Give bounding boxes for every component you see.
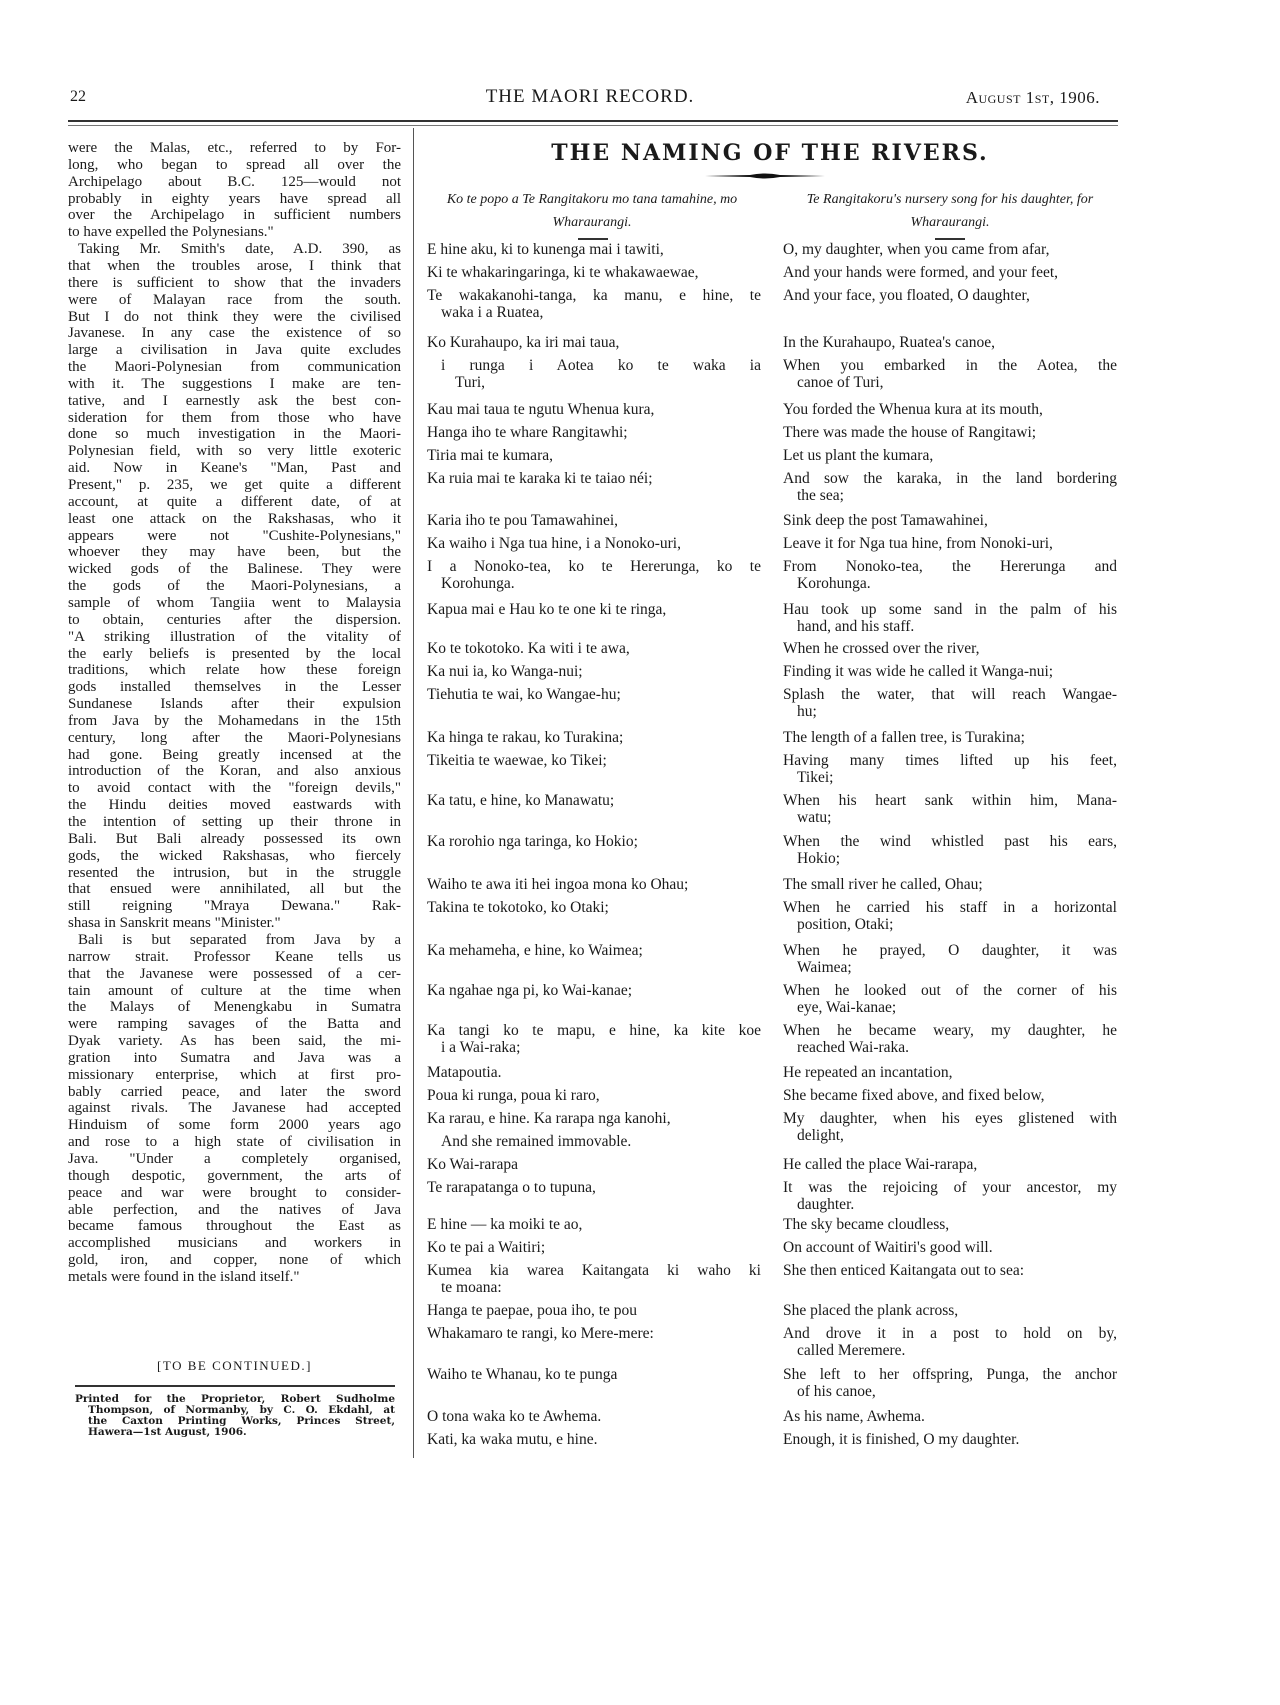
verse-text: He repeated an incantation, — [783, 1064, 953, 1081]
imprint-line: Thompson, of Normanby, by C. O. Ekdahl, at — [88, 1404, 395, 1416]
prose-line: the early beliefs is presented by the local — [68, 645, 401, 662]
verse-text: Tiehutia te wai, ko Wangae-hu; — [427, 686, 621, 703]
verse-text: Te rarapatanga o to tupuna, — [427, 1179, 596, 1196]
poem-title: THE NAMING OF THE RIVERS. — [551, 140, 989, 166]
english-line — [783, 558, 1117, 592]
verse-text: When he looked out of the corner of his — [783, 982, 1117, 999]
verse-text: She placed the plank across, — [783, 1302, 959, 1319]
prose-line: appears were not "Cushite-Polynesians," — [68, 527, 401, 544]
maori-line — [427, 1022, 761, 1056]
english-line — [783, 1110, 1117, 1144]
verse-text: Hanga iho te whare Rangitawhi; — [427, 424, 628, 441]
maori-line — [427, 982, 761, 999]
prose-line: to have expelled the Polynesians." — [68, 224, 274, 241]
maori-line — [427, 1262, 761, 1296]
english-line — [783, 899, 1117, 933]
verse-text: My daughter, when his eyes glistened with — [783, 1110, 1117, 1127]
prose-line: Archipelago about B.C. 125—would not — [68, 173, 401, 190]
english-line — [783, 447, 1117, 464]
verse-continuation: canoe of Turi, — [797, 374, 884, 391]
prose-line: to avoid contact with the "foreign devils," — [68, 780, 401, 797]
prose-line: the Malays of Menengkabu in Sumatra — [68, 999, 401, 1016]
prose-line: sideration for them from those who have — [68, 409, 401, 426]
prose-line: tative, and I earnestly ask the best con- — [68, 392, 401, 409]
maori-line — [427, 424, 761, 441]
maori-line — [427, 899, 761, 916]
verse-text: In the Kurahaupo, Ruatea's canoe, — [783, 334, 995, 351]
prose-line: least one attack on the Rakshasas, who it — [68, 510, 401, 527]
verse-text: Kumea kia warea Kaitangata ki waho ki — [427, 1262, 761, 1279]
verse-text: She became fixed above, and fixed below, — [783, 1087, 1045, 1104]
prose-line: were of Malayan race from the south. — [68, 291, 401, 308]
verse-text: Splash the water, that will reach Wangae- — [783, 686, 1117, 703]
prose-line: century, long after the Maori-Polynesians — [68, 729, 401, 746]
english-line — [783, 1087, 1117, 1104]
verse-text: She left to her offspring, Punga, the anchor — [783, 1366, 1117, 1383]
verse-text: Ka ngahae nga pi, ko Wai-kanae; — [427, 982, 633, 999]
maori-line — [427, 729, 761, 746]
verse-text: When he became weary, my daughter, he — [783, 1022, 1117, 1039]
prose-line: though despotic, government, the arts of — [68, 1167, 401, 1184]
maori-line — [427, 1087, 761, 1104]
prose-line: Dyak variety. As has been said, the mi- — [68, 1033, 401, 1050]
english-line — [783, 287, 1117, 304]
maori-line — [427, 1064, 761, 1081]
to-be-continued: [TO BE CONTINUED.] — [157, 1358, 312, 1373]
verse-text: You forded the Whenua kura at its mouth, — [783, 401, 1043, 418]
maori-line — [427, 833, 761, 850]
prose-line: account, at quite a different date, of at — [68, 493, 401, 510]
verse-continuation: watu; — [797, 809, 832, 826]
prose-line: over the Archipelago in sufficient numbers — [68, 207, 401, 224]
prose-line: Present," p. 235, we get quite a different — [68, 477, 401, 493]
verse-text: And she remained immovable. — [441, 1133, 632, 1150]
prose-line: Hinduism of some form 2000 years ago — [68, 1117, 401, 1134]
prose-line: traditions, which relate how these foreign — [68, 662, 401, 679]
prose-line: long, who began to spread all over the — [68, 156, 401, 173]
verse-text: The length of a fallen tree, is Turakina; — [783, 729, 1025, 746]
prose-line: probably in eighty years have spread all — [68, 190, 401, 207]
prose-line: resented the intrusion, but in the struggle — [68, 864, 401, 881]
verse-text: Ko te tokotoko. Ka witi i te awa, — [427, 640, 630, 657]
english-line — [783, 1022, 1117, 1056]
english-line — [783, 686, 1117, 720]
english-line — [783, 942, 1117, 976]
imprint-line: the Caxton Printing Works, Princes Street, — [88, 1415, 395, 1427]
verse-text: He called the place Wai-rarapa, — [783, 1156, 978, 1173]
verse-text: Takina te tokotoko, ko Otaki; — [427, 899, 609, 916]
verse-continuation: Hokio; — [797, 850, 841, 867]
prose-line: that the Javanese were possessed of a cer- — [68, 965, 401, 982]
verse-text: Te wakakanohi-tanga, ka manu, e hine, te — [427, 287, 761, 304]
verse-text: There was made the house of Rangitawi; — [783, 424, 1037, 441]
maori-line — [427, 241, 761, 258]
prose-line: "A striking illustration of the vitality of — [68, 628, 401, 645]
prose-line: still reigning "Mraya Dewana." Rak- — [68, 898, 401, 915]
prose-line: aid. Now in Keane's "Man, Past and — [68, 460, 401, 477]
prose-line: Taking Mr. Smith's date, A.D. 390, as — [78, 241, 401, 258]
english-line — [783, 1239, 1117, 1256]
english-line — [783, 1408, 1117, 1425]
verse-text: E hine — ka moiki te ao, — [427, 1216, 583, 1233]
prose-line: were the Malas, etc., referred to by For- — [68, 140, 401, 156]
verse-continuation: Korohunga. — [797, 575, 871, 592]
verse-text: Kapua mai e Hau ko te one ki te ringa, — [427, 601, 667, 618]
maori-line — [427, 601, 761, 618]
maori-line — [427, 447, 761, 464]
verse-continuation: delight, — [797, 1127, 844, 1144]
prose-line: large a civilisation in Java quite excludes — [68, 342, 401, 359]
maori-heading: Ko te popo a Te Rangitakoru mo tana tamahine, mo Wharaurangi. — [446, 192, 738, 230]
english-line — [783, 982, 1117, 1016]
prose-line: sample of whom Tangiia went to Malaysia — [68, 594, 401, 611]
prose-line: that ensued were annihilated, all but the — [68, 881, 401, 898]
prose-line: Java. "Under a completely organised, — [68, 1151, 401, 1167]
verse-text: Ka rarau, e hine. Ka rarapa nga kanohi, — [427, 1110, 671, 1127]
prose-line: there is sufficient to show that the invaders — [68, 274, 401, 291]
maori-line — [427, 686, 761, 703]
english-line — [783, 601, 1117, 635]
verse-text: It was the rejoicing of your ancestor, my — [783, 1179, 1117, 1196]
prose-line: whoever they may have been, but the — [68, 544, 401, 561]
verse-text: O tona waka ko te Awhema. — [427, 1408, 602, 1425]
verse-continuation: Turi, — [455, 374, 486, 391]
verse-text: Hanga te paepae, poua iho, te pou — [427, 1302, 638, 1319]
prose-line: narrow strait. Professor Keane tells us — [68, 948, 401, 965]
maori-line — [427, 1366, 761, 1383]
english-line — [783, 401, 1117, 418]
maori-line — [427, 264, 761, 281]
english-line — [783, 1325, 1117, 1359]
verse-text: Leave it for Nga tua hine, from Nonoki-uri, — [783, 535, 1053, 552]
verse-text: Ki te whakaringaringa, ki te whakawaewae, — [427, 264, 699, 281]
verse-text: Ko Wai-rarapa — [427, 1156, 518, 1173]
prose-line: gration into Sumatra and Java was a — [68, 1049, 401, 1066]
verse-text: Karia iho te pou Tamawahinei, — [427, 512, 619, 529]
english-line — [783, 470, 1117, 504]
verse-continuation: eye, Wai-kanae; — [797, 999, 897, 1016]
english-line — [783, 334, 1117, 351]
prose-line: gods, the wicked Rakshasas, who fiercely — [68, 847, 401, 864]
english-line — [783, 640, 1117, 657]
verse-text: And drove it in a post to hold on by, — [783, 1325, 1117, 1342]
prose-line: with it. The suggestions I make are ten- — [68, 375, 401, 392]
imprint-line: Hawera—1st August, 1906. — [88, 1426, 247, 1438]
maori-line — [427, 470, 761, 487]
prose-line: accomplished musicians and workers in — [68, 1235, 401, 1252]
verse-text: Poua ki runga, poua ki raro, — [427, 1087, 600, 1104]
english-line — [783, 512, 1117, 529]
issue-date: August 1st, 1906. — [965, 88, 1100, 107]
maori-line — [427, 401, 761, 418]
english-line — [783, 752, 1117, 786]
english-line — [783, 264, 1117, 281]
english-line — [783, 1262, 1117, 1279]
maori-line — [427, 1156, 761, 1173]
prose-line: shasa in Sanskrit means "Minister." — [68, 915, 281, 932]
verse-text: E hine aku, ki to kunenga mai i tawiti, — [427, 241, 664, 258]
verse-text: And your hands were formed, and your feet, — [783, 264, 1059, 281]
english-line — [783, 241, 1117, 258]
prose-line: from Java by the Mohamedans in the 15th — [68, 712, 401, 729]
verse-text: Kau mai taua te ngutu Whenua kura, — [427, 401, 655, 418]
prose-line: done so much investigation in the Maori- — [68, 426, 401, 443]
english-line — [783, 792, 1117, 826]
english-heading: Te Rangitakoru's nursery song for his daughter, for Wharaurangi. — [806, 192, 1094, 230]
verse-text: Ko Kurahaupo, ka iri mai taua, — [427, 334, 620, 351]
header-rule-thin — [68, 125, 1118, 126]
prose-line: introduction of the Koran, and also anxious — [68, 763, 401, 780]
verse-text: Matapoutia. — [427, 1064, 502, 1081]
prose-line: gods installed themselves in the Lesser — [68, 679, 401, 696]
verse-text: Having many times lifted up his feet, — [783, 752, 1117, 769]
prose-line: Polynesian field, with so very little exoteric — [68, 443, 401, 460]
prose-line: became famous throughout the East as — [68, 1218, 401, 1235]
maori-line — [427, 512, 761, 529]
verse-text: When he carried his staff in a horizontal — [783, 899, 1117, 916]
prose-line: Javanese. In any case the existence of so — [68, 325, 401, 342]
english-line — [783, 1179, 1117, 1213]
prose-line: had gone. Being greatly incensed at the — [68, 746, 401, 763]
verse-text: When he prayed, O daughter, it was — [783, 942, 1117, 959]
page-number: 22 — [70, 88, 86, 105]
maori-line — [427, 1110, 761, 1127]
maori-line — [427, 792, 761, 809]
maori-line — [427, 1216, 761, 1233]
publication-title: THE MAORI RECORD. — [485, 86, 695, 107]
prose-line: Bali is but separated from Java by a — [78, 931, 401, 948]
prose-line: missionary enterprise, which at first pro- — [68, 1066, 401, 1083]
verse-text: Ko te pai a Waitiri; — [427, 1239, 546, 1256]
prose-line: and rose to a high state of civilisation in — [68, 1134, 401, 1151]
header-rule — [68, 120, 1118, 122]
maori-line — [427, 1133, 761, 1150]
prose-line: metals were found in the island itself." — [68, 1268, 300, 1285]
verse-text: Sink deep the post Tamawahinei, — [783, 512, 988, 529]
prose-line: gold, iron, and copper, none of which — [68, 1252, 401, 1269]
prose-line: against rivals. The Javanese had accepted — [68, 1100, 401, 1117]
verse-text: Hau took up some sand in the palm of his — [783, 601, 1117, 618]
prose-line: that when the troubles arose, I think that — [68, 257, 401, 274]
maori-line — [427, 1325, 761, 1342]
maori-line — [427, 1431, 761, 1448]
verse-continuation: Korohunga. — [441, 575, 515, 592]
prose-line: Sundanese Islands after their expulsion — [68, 696, 401, 713]
verse-text: Ka tatu, e hine, ko Manawatu; — [427, 792, 615, 809]
verse-continuation: waka i a Ruatea, — [441, 304, 544, 321]
maori-line — [427, 640, 761, 657]
verse-text: Ka waiho i Nga tua hine, i a Nonoko-uri, — [427, 535, 681, 552]
verse-text: Enough, it is finished, O my daughter. — [783, 1431, 1020, 1448]
maori-line — [427, 1179, 761, 1196]
verse-text: As his name, Awhema. — [783, 1408, 925, 1425]
verse-text: Let us plant the kumara, — [783, 447, 934, 464]
verse-continuation: Waimea; — [797, 959, 852, 976]
maori-line — [427, 535, 761, 552]
verse-continuation: hand, and his staff. — [797, 618, 915, 635]
maori-heading-rule — [578, 238, 608, 240]
verse-text: On account of Waitiri's good will. — [783, 1239, 993, 1256]
maori-line — [427, 287, 761, 321]
prose-line: were ramping savages of the Batta and — [68, 1016, 401, 1033]
title-ornament-rule — [705, 172, 825, 180]
verse-text: When his heart sank within him, Mana- — [783, 792, 1117, 809]
verse-continuation: Tikei; — [797, 769, 834, 786]
english-line — [783, 1156, 1117, 1173]
verse-continuation: reached Wai-raka. — [797, 1039, 910, 1056]
verse-text: When he crossed over the river, — [783, 640, 980, 657]
english-line — [783, 876, 1117, 893]
english-line — [783, 1216, 1117, 1233]
verse-text: Ka ruia mai te karaka ki te taiao néi; — [427, 470, 653, 487]
english-heading-rule — [935, 238, 965, 240]
verse-text: Ka rorohio nga taringa, ko Hokio; — [427, 833, 638, 850]
verse-continuation: position, Otaki; — [797, 916, 894, 933]
verse-text: And sow the karaka, in the land bordering — [783, 470, 1117, 487]
verse-text: Waiho te Whanau, ko te punga — [427, 1366, 618, 1383]
column-divider — [413, 128, 414, 1458]
verse-text: The sky became cloudless, — [783, 1216, 950, 1233]
prose-line: Bali. But Bali already possessed its own — [68, 830, 401, 847]
verse-text: Whakamaro te rangi, ko Mere-mere: — [427, 1325, 654, 1342]
verse-text: The small river he called, Ohau; — [783, 876, 983, 893]
english-line — [783, 424, 1117, 441]
verse-text: Ka hinga te rakau, ko Turakina; — [427, 729, 624, 746]
imprint-rule — [75, 1385, 395, 1387]
verse-text: Finding it was wide he called it Wanga-nui; — [783, 663, 1054, 680]
maori-line — [427, 663, 761, 680]
english-line — [783, 663, 1117, 680]
prose-line: wicked gods of the Balinese. They were — [68, 561, 401, 578]
maori-line — [427, 942, 761, 959]
prose-line: But I do not think they were the civilised — [68, 308, 401, 325]
verse-text: Ka mehameha, e hine, ko Waimea; — [427, 942, 643, 959]
verse-continuation: daughter. — [797, 1196, 855, 1213]
verse-text: Tiria mai te kumara, — [427, 447, 553, 464]
english-line — [783, 1302, 1117, 1319]
maori-line — [427, 876, 761, 893]
prose-line: tain amount of culture at the time when — [68, 982, 401, 999]
verse-text: Ka nui ia, ko Wanga-nui; — [427, 663, 583, 680]
verse-text: i runga i Aotea ko te waka ia — [441, 357, 761, 374]
prose-line: peace and war were brought to consider- — [68, 1184, 401, 1201]
prose-line: to obtain, centuries after the dispersion. — [68, 611, 401, 628]
english-line — [783, 729, 1117, 746]
english-line — [783, 1366, 1117, 1400]
english-line — [783, 535, 1117, 552]
imprint-line: Printed for the Proprietor, Robert Sudholme — [75, 1393, 395, 1405]
maori-line — [427, 1408, 761, 1425]
verse-text: I a Nonoko-tea, ko te Hererunga, ko te — [427, 558, 761, 575]
verse-continuation: hu; — [797, 703, 817, 720]
prose-line: the Hindu deities moved eastwards with — [68, 797, 401, 814]
prose-line: able perfection, and the natives of Java — [68, 1201, 401, 1218]
verse-continuation: i a Wai-raka; — [441, 1039, 521, 1056]
verse-text: Waiho te awa iti hei ingoa mona ko Ohau; — [427, 876, 689, 893]
verse-continuation: te moana: — [441, 1279, 502, 1296]
maori-line — [427, 1302, 761, 1319]
verse-text: She then enticed Kaitangata out to sea: — [783, 1262, 1025, 1279]
maori-line — [427, 752, 761, 769]
english-line — [783, 833, 1117, 867]
prose-line: the Maori-Polynesian from communication — [68, 359, 401, 376]
maori-line — [427, 357, 761, 391]
verse-continuation: called Meremere. — [797, 1342, 906, 1359]
verse-text: Kati, ka waka mutu, e hine. — [427, 1431, 598, 1448]
english-line — [783, 1064, 1117, 1081]
maori-line — [427, 334, 761, 351]
verse-continuation: of his canoe, — [797, 1383, 876, 1400]
prose-line: the gods of the Maori-Polynesians, a — [68, 578, 401, 595]
maori-line — [427, 558, 761, 592]
verse-text: O, my daughter, when you came from afar, — [783, 241, 1050, 258]
verse-text: When you embarked in the Aotea, the — [783, 357, 1117, 374]
prose-line: bably carried peace, and later the sword — [68, 1083, 401, 1100]
verse-text: And your face, you floated, O daughter, — [783, 287, 1030, 304]
verse-text: Ka tangi ko te mapu, e hine, ka kite koe — [427, 1022, 761, 1039]
verse-text: Tikeitia te waewae, ko Tikei; — [427, 752, 607, 769]
english-line — [783, 1431, 1117, 1448]
maori-line — [427, 1239, 761, 1256]
verse-continuation: the sea; — [797, 487, 844, 504]
verse-text: When the wind whistled past his ears, — [783, 833, 1117, 850]
english-line — [783, 357, 1117, 391]
prose-line: the intention of setting up their throne in — [68, 814, 401, 830]
verse-text: From Nonoko-tea, the Hererunga and — [783, 558, 1117, 575]
